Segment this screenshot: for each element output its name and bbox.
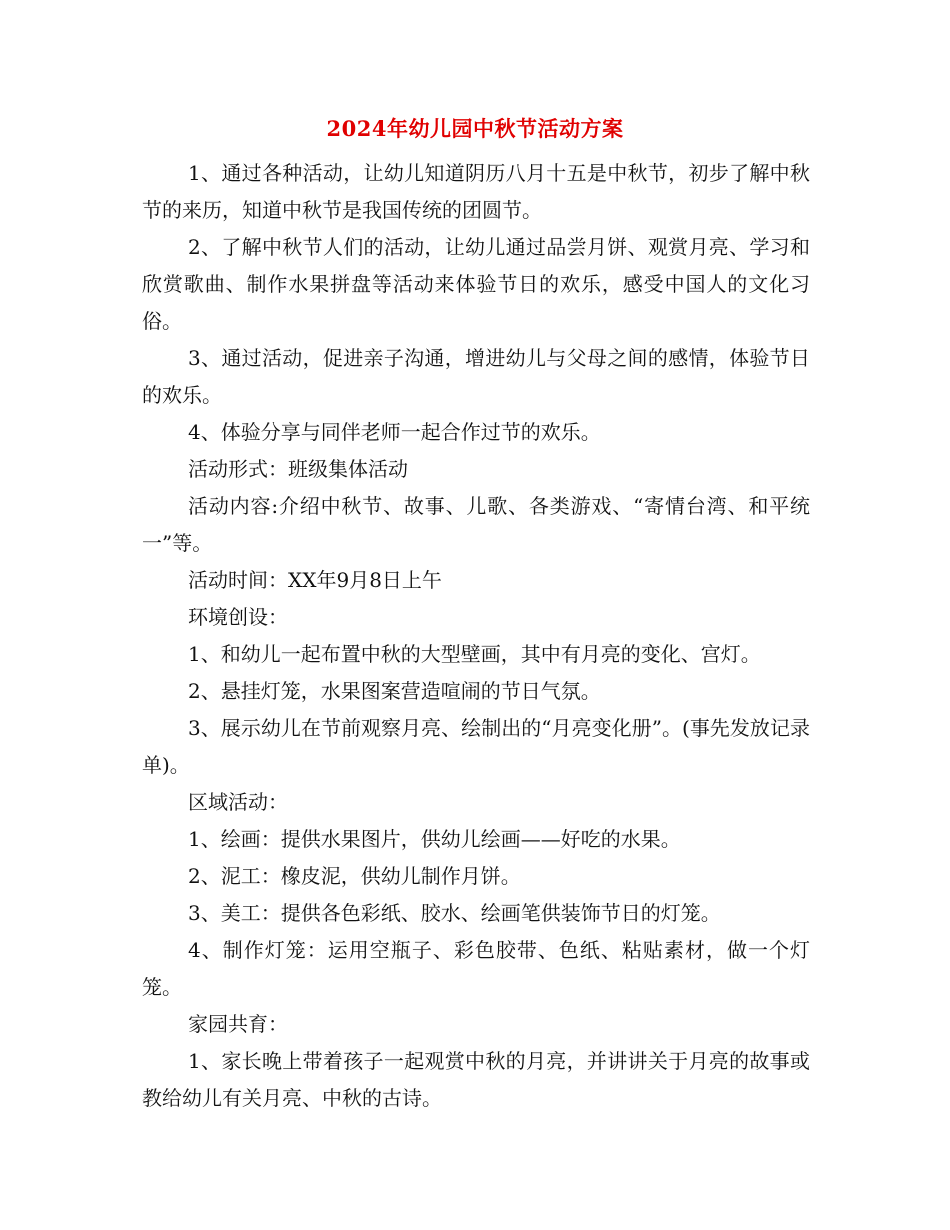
section-heading: 环境创设： — [188, 605, 288, 629]
section-heading: 区域活动： — [188, 790, 288, 814]
paragraph: 4、体验分享与同伴老师一起合作过节的欢乐。 — [188, 420, 601, 444]
paragraph: 4、制作灯笼：运用空瓶子、彩色胶带、色纸、粘贴素材，做一个灯笼。 — [142, 938, 810, 999]
paragraph: 3、美工：提供各色彩纸、胶水、绘画笔供装饰节日的灯笼。 — [188, 901, 721, 925]
paragraph: 3、展示幼儿在节前观察月亮、绘制出的“月亮变化册”。(事先发放记录单)。 — [142, 716, 810, 777]
paragraph: 活动形式：班级集体活动 — [188, 457, 408, 481]
paragraph: 1、家长晚上带着孩子一起观赏中秋的月亮，并讲讲关于月亮的故事或教给幼儿有关月亮、中秋的古诗。 — [142, 1049, 810, 1110]
paragraph: 活动内容:介绍中秋节、故事、儿歌、各类游戏、“寄情台湾、和平统一”等。 — [142, 494, 810, 555]
paragraph: 2、了解中秋节人们的活动，让幼儿通过品尝月饼、观赏月亮、学习和欣赏歌曲、制作水果拼盘等活动来体验节日的欢乐，感受中国人的文化习俗。 — [142, 235, 810, 333]
paragraph: 1、通过各种活动，让幼儿知道阴历八月十五是中秋节，初步了解中秋节的来历，知道中秋节是我国传统的团圆节。 — [142, 161, 810, 222]
paragraph: 2、悬挂灯笼，水果图案营造喧闹的节日气氛。 — [188, 679, 601, 703]
paragraph: 2、泥工：橡皮泥，供幼儿制作月饼。 — [188, 864, 521, 888]
document-body — [142, 155, 810, 1117]
paragraph: 3、通过活动，促进亲子沟通，增进幼儿与父母之间的感情，体验节日的欢乐。 — [142, 346, 810, 407]
section-heading: 家园共育： — [188, 1012, 288, 1036]
paragraph: 1、绘画：提供水果图片，供幼儿绘画——好吃的水果。 — [188, 827, 681, 851]
paragraph: 活动时间：XX年9月8日上午 — [188, 568, 442, 592]
document-title: 2024年幼儿园中秋节活动方案 — [326, 116, 624, 141]
paragraph: 1、和幼儿一起布置中秋的大型壁画，其中有月亮的变化、宫灯。 — [188, 642, 761, 666]
